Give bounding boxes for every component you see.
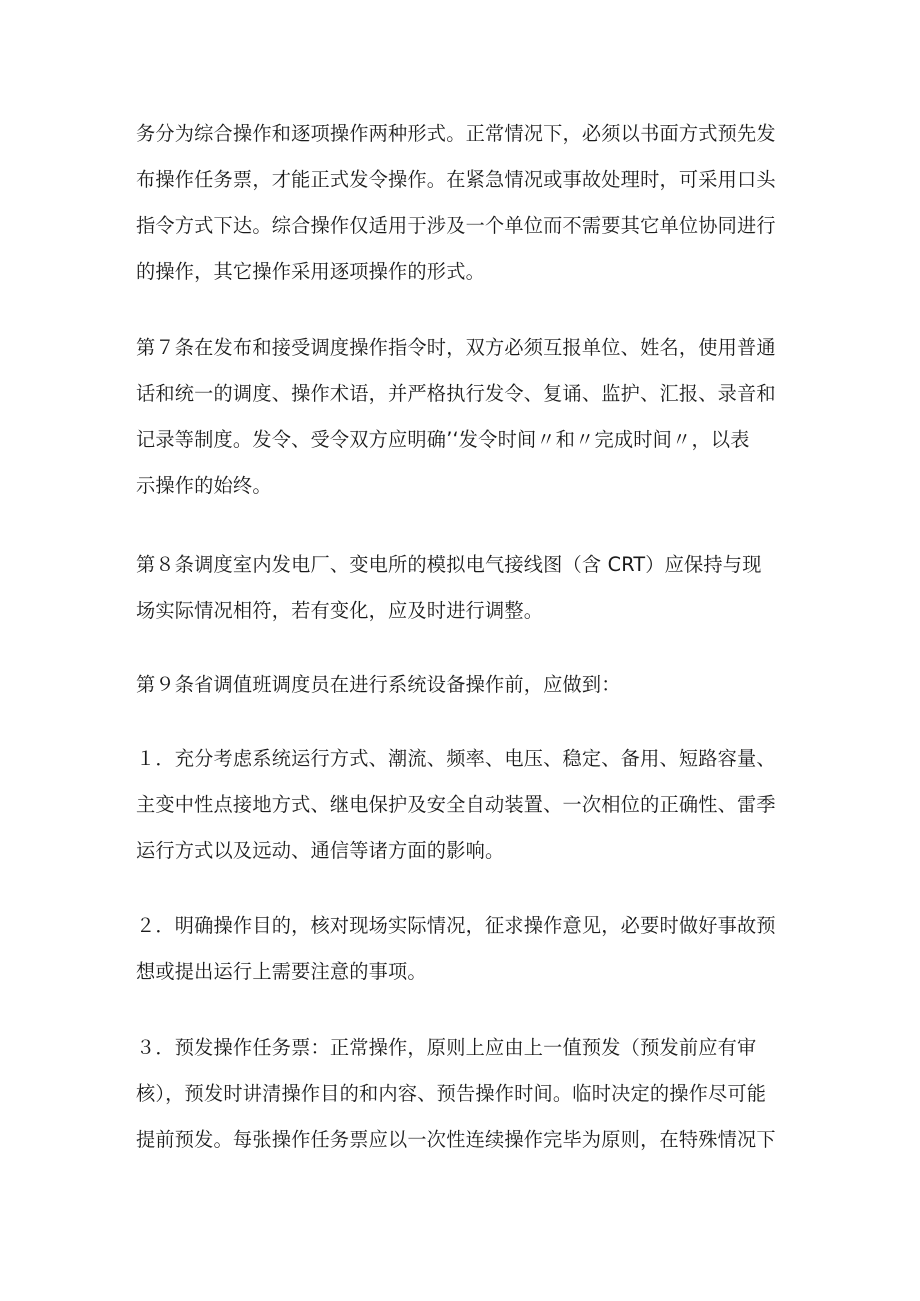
paragraph-item-1	[136, 736, 801, 874]
text-line: 话和统一的调度、操作术语，并严格执行发令、复诵、监护、汇报、录音和	[136, 382, 776, 405]
text-line: 示操作的始终。	[136, 474, 272, 497]
text-line: ３．预发操作任务票：正常操作，原则上应由上一值预发（预发前应有审	[136, 1036, 757, 1059]
text-line: １．充分考虑系统运行方式、潮流、频率、电压、稳定、备用、短路容量、	[136, 747, 776, 770]
text-line: 场实际情况相符，若有变化，应及时进行调整。	[136, 599, 544, 622]
paragraph-operation-forms	[136, 111, 801, 295]
text-line: 指令方式下达。综合操作仅适用于涉及一个单位而不需要其它单位协同进行	[136, 214, 776, 237]
text-line: 第７条在发布和接受调度操作指令时，双方必须互报单位、姓名，使用普通	[136, 336, 776, 359]
paragraph-article-7	[136, 325, 801, 509]
text-line: 提前预发。每张操作任务票应以一次性连续操作完毕为原则，在特殊情况下	[136, 1128, 776, 1151]
text-line: 第９条省调值班调度员在进行系统设备操作前，应做到：	[136, 673, 621, 696]
paragraph-item-2	[136, 903, 801, 995]
paragraph-item-3	[136, 1025, 801, 1163]
text-line: 核），预发时讲清操作目的和内容、预告操作时间。临时决定的操作尽可能	[136, 1082, 767, 1105]
text-line: 的操作，其它操作采用逐项操作的形式。	[136, 260, 485, 283]
paragraph-article-9	[136, 662, 801, 708]
text-line: 主变中性点接地方式、继电保护及安全自动装置、一次相位的正确性、雷季	[136, 793, 776, 816]
text-line: 运行方式以及远动、通信等诸方面的影响。	[136, 839, 505, 862]
text-line: 第８条调度室内发电厂、变电所的模拟电气接线图（含 CRT）应保持与现	[136, 553, 762, 576]
text-line: 务分为综合操作和逐项操作两种形式。正常情况下，必须以书面方式预先发	[136, 122, 776, 145]
text-line: 布操作任务票，才能正式发令操作。在紧急情况或事故处理时，可采用口头	[136, 168, 776, 191]
paragraph-article-8	[136, 542, 801, 634]
text-line: 记录等制度。发令、受令双方应明确’‘发令时间〃和〃完成时间〃，以表	[136, 428, 750, 451]
text-line: ２．明确操作目的，核对现场实际情况，征求操作意见，必要时做好事故预	[136, 914, 776, 937]
text-line: 想或提出运行上需要注意的事项。	[136, 960, 427, 983]
